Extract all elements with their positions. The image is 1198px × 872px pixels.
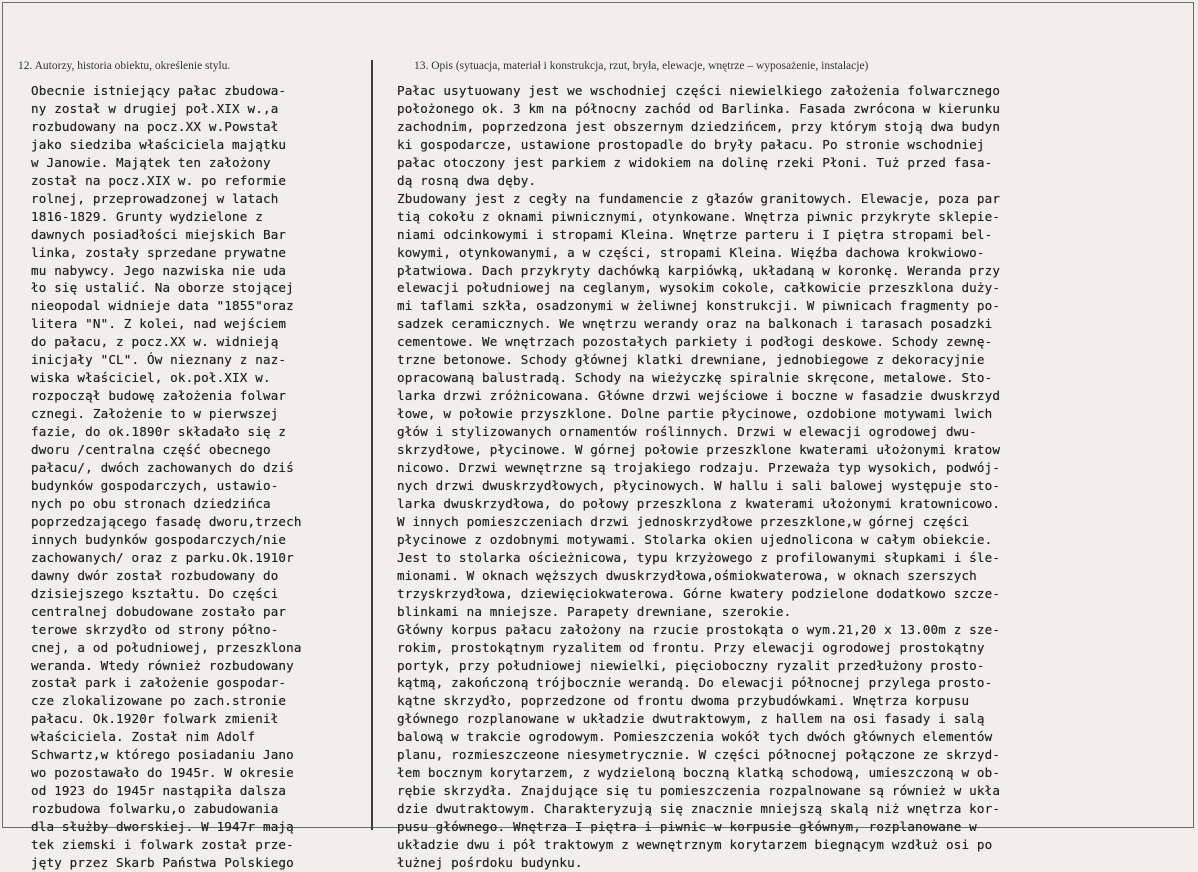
description-text-line: ki gospodarcze, ustawione prostopadle do bryły pałacu. Po stronie wschodniej (397, 136, 985, 152)
description-text-line: mionami. W oknach węższych dwuskrzydłowa,ośmiokwaterowa, w oknach szerszych (397, 567, 977, 583)
description-text-line: mi taflami szkła, osadzonymi w żeliwnej konstrukcji. W piwnicach fragmenty po- (397, 298, 1001, 314)
history-text-line: mu nabywcy. Jego nazwiska nie uda (31, 262, 287, 278)
history-text-line: rolnej, przeprowadzonej w latach (31, 190, 279, 206)
description-text-line: Zbudowany jest z cegły na fundamencie z głazów granitowych. Elewacje, poza par (397, 190, 1001, 206)
description-text-line: dzie dwutraktowym. Charakteryzują się znacznie mniejszą skalą niż wnętrza kor- (397, 801, 1001, 817)
description-text-line: pusu głównego. Wnętrza I piętra i piwnic w korpusie głównym, rozplanowane w (397, 819, 977, 835)
history-text-line: zachowanych/ oraz z parku.Ok.1910r (31, 549, 294, 565)
history-text-line: dzisiejszego kształtu. Do części (31, 585, 279, 601)
description-text-line: położonego ok. 3 km na północny zachód od Barlinka. Fasada zwrócona w kierunku (397, 100, 1001, 116)
history-text-line: cznegi. Założenie to w pierwszej (31, 406, 279, 422)
history-text-line: ny został w drugiej poł.XIX w.,a (31, 100, 279, 116)
history-text-line: litera "N". Z kolei, nad wejściem (31, 316, 287, 332)
description-text-line: niami odcinkowymi i stropami Kleina. Wnętrze parteru i I piętra stropami bel- (397, 226, 993, 242)
description-text-line: larka drzwi zróżnicowana. Główne drzwi wejściowe i boczne w fasadzie dwuskrzyd (397, 388, 1001, 404)
description-text-line: dą rosną dwa dęby. (397, 172, 537, 188)
history-text-line: budynków gospodarczych, ustawio- (31, 477, 279, 493)
history-text-line: wiska właściciel, ok.poł.XIX w. (31, 370, 271, 386)
history-text-line: 1816-1829. Grunty wydzielone z (31, 208, 263, 224)
history-text-line: został na pocz.XIX w. po reformie (31, 172, 287, 188)
description-text-line: Pałac usytuowany jest we wschodniej części niewielkiego założenia folwarcznego (397, 83, 1001, 98)
column-divider (371, 60, 373, 830)
history-text-line: dworu /centralna część obecnego (31, 442, 271, 458)
description-text-line: elewacji południowej na ceglanym, wysokim cokole, całkowicie przeszklona duży- (397, 280, 1001, 296)
history-text-line: nieopodal widnieje data "1855"oraz (31, 298, 294, 314)
description-text-line: płycinowe z ozdobnymi motywami. Stolarka okien ujednolicona w całym obiekcie. (397, 531, 993, 547)
description-text-line: skrzydłowe, płycinowe. W górnej połowie przeszklone kwaterami ułożonymi kratow (397, 442, 1001, 458)
description-text-line: cementowe. We wnętrzach pozostałych parkiety i podłogi deskowe. Schody zewnę- (397, 334, 993, 350)
history-text-line: dawnych posiadłości miejskich Bar (31, 226, 287, 242)
description-text-line: głów i stylizowanych ornamentów roślinnych. Drzwi w elewacji ogrodowej dwu- (397, 424, 977, 440)
history-text-line: nych po obu stronach dziedzińca (31, 495, 271, 511)
history-text-line: centralnej dobudowane zostało par (31, 603, 287, 619)
description-text-line: blinkami na mniejsze. Parapety drewniane, szerokie. (397, 603, 792, 619)
history-text-line: właściciela. Został nim Adolf (31, 729, 256, 745)
history-text-line: do pałacu, z pocz.XX w. widnieją (31, 334, 279, 350)
description-text-line: trzne betonowe. Schody głównej klatki drewniane, jednobiegowe z dekoracyjnie (397, 352, 985, 368)
history-text-line: wo pozostawało do 1945r. W okresie (31, 765, 294, 781)
description-text-line: Główny korpus pałacu założony na rzucie prostokąta o wym.21,20 x 13.00m z sze- (397, 621, 1001, 637)
description-text-line: nicowo. Drzwi wewnętrzne są trojakiego rodzaju. Przeważa typ wysokich, podwój- (397, 460, 1001, 476)
description-text-line: Jest to stolarka ościeżnicowa, typu krzyżowego z profilowanymi słupkami i śle- (397, 549, 1001, 565)
history-text-line: inicjały "CL". Ów nieznany z naz- (31, 352, 287, 368)
history-text-line: został park i założenie gospodar- (31, 675, 287, 691)
history-text-line: Schwartz,w którego posiadaniu Jano (31, 747, 294, 763)
history-text-line: od 1923 do 1945r nastąpiła dalsza (31, 783, 287, 799)
history-text-line: fazie, do ok.1890r składało się z (31, 424, 287, 440)
description-text-line: głównego rozplanowane w układzie dwutraktowym, z hallem na osi fasady i salą (397, 711, 985, 727)
description-text-line: pałac otoczony jest parkiem z widokiem na dolinę rzeki Płoni. Tuż przed fasa- (397, 154, 993, 170)
history-text-line: rozbudowany na pocz.XX w.Powstał (31, 118, 279, 134)
history-text-line: linka, zostały sprzedane prywatne (31, 244, 287, 260)
history-text-line: cnej, a od południowej, przeszklona (31, 639, 302, 655)
history-text-line: weranda. Wtedy również rozbudowany (31, 657, 294, 673)
description-text-line: układzie dwu i pół traktowym z wewnętrznym korytarzem biegnącym wzdłuż osi po (397, 837, 993, 853)
history-text-line: innych budynków gospodarczych/nie (31, 531, 287, 547)
history-text-line: rozbudowa folwarku,o zabudowania (31, 801, 279, 817)
description-text-line: trzyskrzydłowa, dziewięciokwaterowa. Górne kwatery podzielone dodatkowo szcze- (397, 585, 1001, 601)
description-text-line: kątne skrzydło, poprzedzone od frontu dwoma przybudówkami. Wnętrza korpusu (397, 693, 970, 709)
description-text-line: balową w trakcie ogrodowym. Pomieszczenia wokół tych dwóch głównych elementów (397, 729, 993, 745)
description-text-line: łużnej pośrdoku budynku. (397, 854, 583, 870)
section-12-heading: 12. Autorzy, historia obiektu, określenie stylu. (18, 60, 231, 72)
description-text-line: opracowaną balustradą. Schody na wieżyczkę spiralnie skręcone, metalowe. Sto- (397, 370, 993, 386)
history-text-line: cze zlokalizowane po zach.stronie (31, 693, 287, 709)
history-text-line: rozpoczął budowę założenia folwar (31, 388, 287, 404)
description-text-line: łem bocznym korytarzem, z wydzieloną boczną klatką schodową, umieszczoną w ob- (397, 765, 1001, 781)
history-text-line: w Janowie. Majątek ten założony (31, 154, 271, 170)
description-text-line: portyk, przy południowej niewielki, pięcioboczny ryzalit przedłużony prosto- (397, 657, 985, 673)
description-text-line: zachodnim, poprzedzona jest obszernym dziedzińcem, przy którym stoją dwa budyn (397, 118, 1001, 134)
description-text-line: rębie skrzydła. Znajdujące się tu pomieszczenia rozpalnowane są również w ukła (397, 783, 1001, 799)
description-text-line: nych drzwi dwuskrzydłowych, płycinowych. W hallu i sali balowej występuje sto- (397, 477, 1001, 493)
description-text-line: W innych pomieszczeniach drzwi jednoskrzydłowe przeszklone,w górnej części (397, 513, 970, 529)
history-text-line: tek ziemski i folwark został prze- (31, 837, 294, 853)
history-text-line: pałacu. Ok.1920r folwark zmienił (31, 711, 279, 727)
description-text-line: tią cokołu z oknami piwnicznymi, otynkowane. Wnętrza piwnic przykryte sklepie- (397, 208, 1001, 224)
description-text-line: kątmą, zakończoną trójbocznie werandą. Do elewacji północnej przylega prosto- (397, 675, 993, 691)
history-text (31, 82, 302, 872)
history-text-line: poprzedzającego fasadę dworu,trzech (31, 513, 302, 529)
history-text-line: jako siedziba właściciela majątku (31, 136, 287, 152)
history-text-line: pałacu/, dwóch zachowanych do dziś (31, 460, 294, 476)
description-text (397, 82, 1000, 872)
description-text-line: łowe, w połowie przyszklone. Dolne partie płycinowe, ozdobione motywami lwich (397, 406, 993, 422)
section-13-heading: 13. Opis (sytuacja, materiał i konstrukcja, rzut, bryła, elewacje, wnętrze – wyposażenie, instalacje) (414, 60, 869, 72)
history-text-line: jęty przez Skarb Państwa Polskiego (31, 854, 294, 870)
history-text-line: ło się ustalić. Na oborze stojącej (31, 280, 294, 296)
description-text-line: płatwiowa. Dach przykryty dachówką karpiówką, układaną w koronkę. Weranda przy (397, 262, 1001, 278)
history-text-line: terowe skrzydło od strony półno- (31, 621, 279, 637)
description-text-line: larka dwuskrzydłowa, do połowy przeszklona z kwaterami ułożonymi kratownicowo. (397, 495, 1001, 511)
history-text-line: dla służby dworskiej. W 1947r mają (31, 819, 294, 835)
history-text-line: Obecnie istniejący pałac zbudowa- (31, 83, 287, 98)
description-text-line: sadzek ceramicznych. We wnętrzu werandy oraz na balkonach i tarasach posadzki (397, 316, 993, 332)
description-text-line: rokim, prostokątnym ryzalitem od frontu. Przy elewacji ogrodowej prostokątny (397, 639, 985, 655)
history-text-line: dawny dwór został rozbudowany do (31, 567, 279, 583)
description-text-line: kowymi, otynkowanymi, a w części, stropami Kleina. Więźba dachowa krokwiowo- (397, 244, 985, 260)
description-text-line: planu, rozmieszczeone niesymetrycznie. W części północnej połączone ze skrzyd- (397, 747, 1001, 763)
